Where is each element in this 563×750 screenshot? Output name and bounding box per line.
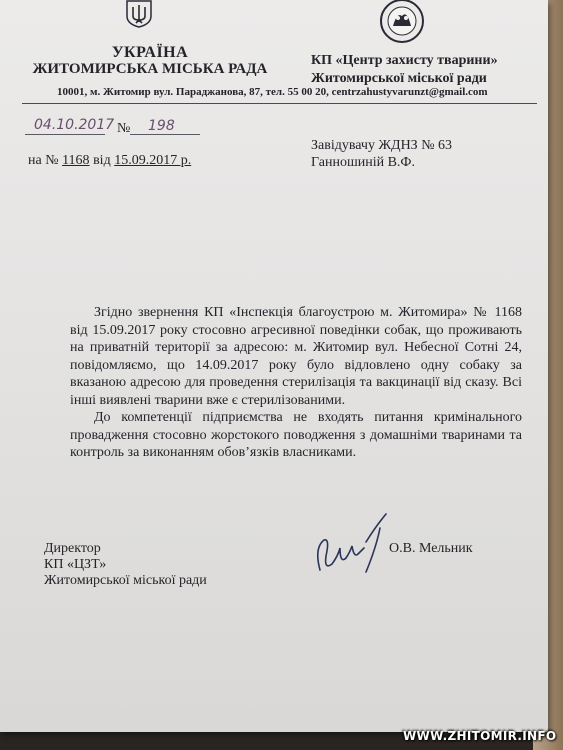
organization-logo-icon — [371, 0, 433, 46]
letter-body — [70, 304, 522, 462]
reference-prefix: на № — [28, 153, 59, 168]
coat-of-arms-icon — [122, 0, 156, 28]
site-watermark: WWW.ZHITOMIR.INFO — [403, 729, 557, 743]
signatory-title: Директор — [44, 541, 101, 556]
outgoing-number-label: № — [117, 121, 131, 136]
reference-date: 15.09.2017 р. — [114, 153, 192, 168]
header-org-subtitle: Житомирської міської ради — [311, 71, 487, 86]
reference-line — [28, 153, 191, 169]
body-paragraph: До компетенції підприємства не входять питання кримінального провадження стосовно жорстокого поводження з домашніми тваринами та контроль за виконанням обов’язків власниками. — [70, 410, 522, 460]
header-org-name: КП «Центр захисту тварини» — [311, 53, 498, 68]
body-paragraph: Згідно звернення КП «Інспекція благоустрою м. Житомира» № 1168 від 15.09.2017 року стосовно агресивної поведінки собак, що проживають на приватній території за адресою: м. Житомир вул. Небесної Сотні 24, повідомляємо, що 14.09.2017 року було відловлено одну собаку за вказаною адресою для проведення стерилізація та вакцинації від сказу. Всі інші виявлені тварини вже є стерилізованими. — [70, 305, 522, 408]
header-divider — [22, 103, 537, 104]
recipient-name: Ганношиній В.Ф. — [311, 155, 415, 170]
signatory-org: КП «ЦЗТ» — [44, 557, 107, 572]
outgoing-date-underline — [25, 134, 105, 135]
signatory-council: Житомирської міської ради — [44, 573, 207, 588]
recipient-title: Завідувачу ЖДНЗ № 63 — [311, 138, 453, 153]
header-country: УКРАЇНА — [111, 44, 189, 61]
header-address: 10001, м. Житомир вул. Параджанова, 87, тел. 55 00 20, centrzahustyvarunzt@gmail.com — [57, 86, 488, 98]
reference-number: 1168 — [62, 153, 90, 168]
reference-date-label: від — [93, 153, 111, 168]
outgoing-number-underline — [130, 134, 200, 135]
outgoing-date: 04.10.2017 — [34, 117, 115, 133]
handwritten-signature — [306, 508, 396, 598]
outgoing-number: 198 — [148, 118, 175, 134]
header-council: ЖИТОМИРСЬКА МІСЬКА РАДА — [32, 61, 268, 77]
signatory-name: О.В. Мельник — [389, 541, 473, 556]
